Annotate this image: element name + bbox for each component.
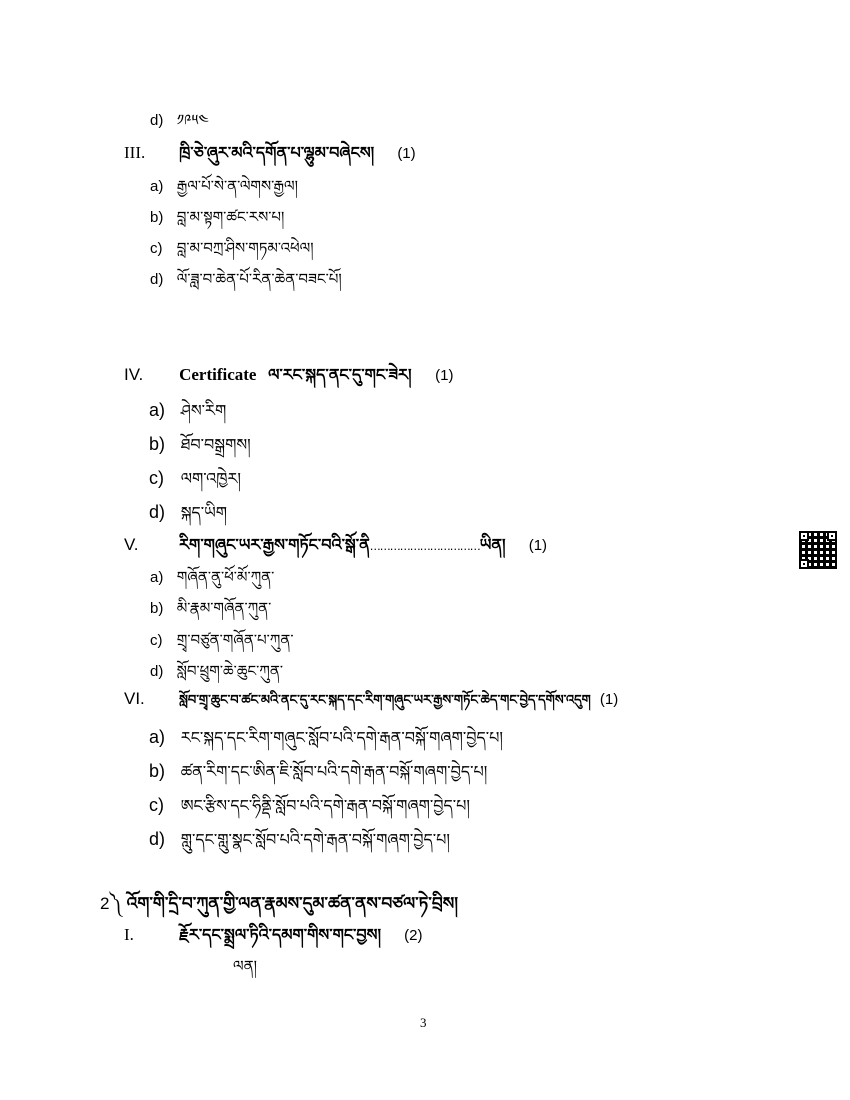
page-number: 3 xyxy=(420,1015,427,1030)
question-number: III. xyxy=(124,143,146,162)
question-text: སློབ་གྲྭ་ཆུང་བ་ཚང་མའི་ནང་དུ་རང་སྐད་དང་རིག་གཞུང་ཡར་རྒྱས་གཏོང་ཆེད་གང་བྱེད་དགོས་འདུག xyxy=(179,693,591,708)
option-text: མི་རྣམ་གཞོན་ཀུན་ xyxy=(176,599,272,617)
option-text: སྐད་ཡིག xyxy=(180,503,228,522)
option-label: d) xyxy=(149,502,166,522)
question-text: ཁྲི་ཅེ་ཞུར་མའི་དགོན་པ་ལྷུམ་བཞེངས། xyxy=(179,143,375,162)
option-text: ལག་འཁྱེར། xyxy=(180,469,241,488)
section-instruction: འོག་གི་དྲི་བ་ཀུན་གྱི་ལན་རྣམས་དུམ་ཚན་ནས་བཙལ་ཏེ་བྲིས། xyxy=(126,894,459,914)
answer-label: ལན། xyxy=(233,957,257,975)
question-tibetan-text: ལ་རང་སྐད་ནང་དུ་གང་ཟེར། xyxy=(268,365,412,384)
question-text xyxy=(179,365,417,384)
option-label: b) xyxy=(150,209,164,226)
option-label: c) xyxy=(149,468,164,488)
option-label: c) xyxy=(149,795,164,815)
option-label: d) xyxy=(150,663,164,680)
blank-dots: …………………………… xyxy=(369,540,480,553)
question-number: V. xyxy=(124,535,139,554)
option-text: རྒྱལ་པོ་སེ་ན་ལེགས་རྒྱལ། xyxy=(176,177,298,195)
option-text: ཤེས་རིག xyxy=(180,401,227,420)
option-text: བླ་མ་སྟག་ཚང་རས་པ། xyxy=(176,208,285,226)
option-text: ཐོབ་བསྒྲགས། xyxy=(180,435,251,454)
question-number: IV. xyxy=(124,365,144,384)
option-label: c) xyxy=(150,240,163,257)
option-text: གྲྭ་བཙུན་གཞོན་པ་ཀུན་ xyxy=(176,631,294,649)
q6-option-d xyxy=(149,822,450,867)
option-label: c) xyxy=(150,632,163,649)
option-label: a) xyxy=(150,178,164,195)
option-label: b) xyxy=(149,761,166,781)
question-marks: (2) xyxy=(404,927,423,944)
option-text: ཚན་རིག་དང་ཨིན་ཇི་སློབ་པའི་དགེ་རྒན་བསྐོ་གཞག་བྱེད་པ། xyxy=(180,762,488,781)
option-text: ༡༩༥༤ xyxy=(176,111,209,129)
option-label: d) xyxy=(149,829,166,849)
option-label: a) xyxy=(149,400,166,420)
option-text: སློབ་ཕྲུག་ཆེ་ཆུང་ཀུན་ xyxy=(176,662,284,680)
section-2-question-1 xyxy=(124,917,422,962)
question-number: I. xyxy=(124,925,134,944)
question-marks: (1) xyxy=(435,367,454,384)
qr-finder-top-left xyxy=(799,531,809,541)
option-text: གཞོན་ནུ་ཕོ་མོ་ཀུན་ xyxy=(176,568,275,586)
q3-option-d xyxy=(150,263,342,305)
question-text: རིག་གཞུང་ཡར་རྒྱས་གཏོང་བའི་སྒོ་ནི xyxy=(179,535,370,554)
option-text: རང་སྐད་དང་རིག་གཞུང་སློབ་པའི་དགེ་རྒན་བསྐོ་གཞག་བྱེད་པ། xyxy=(180,728,503,747)
question-text: རྗོར་དང་སྨྲལ་ཏིའི་དམག་གིས་གང་བྱས། xyxy=(179,925,382,944)
question-marks: (1) xyxy=(397,145,416,162)
option-text: གླུ་དང་གླུ་སྣང་སློབ་པའི་དགེ་རྒན་བསྐོ་གཞག་བྱེད་པ། xyxy=(180,830,450,849)
option-text: ཨང་རྩིས་དང་ཧིནྡི་སློབ་པའི་དགེ་རྒན་བསྐོ་གཞག་བྱེད་པ། xyxy=(180,796,470,815)
question-marks: (1) xyxy=(528,537,548,554)
question-tail: ཡིན། xyxy=(479,535,506,554)
option-text: ལོ་ཟླ་བ་ཆེན་པོ་རིན་ཆེན་བཟང་པོ། xyxy=(176,270,342,288)
option-label: b) xyxy=(149,434,166,454)
question-marks: (1) xyxy=(599,691,619,708)
section-number: 2༽ xyxy=(100,894,122,913)
option-label: a) xyxy=(150,569,164,586)
option-label: d) xyxy=(150,112,164,129)
qr-finder-bottom-left xyxy=(799,559,809,569)
qr-code xyxy=(799,531,837,569)
option-label: b) xyxy=(150,600,164,617)
option-label: a) xyxy=(149,727,166,747)
question-number: VI. xyxy=(124,689,145,708)
option-label: d) xyxy=(150,271,164,288)
question-english-word: Certificate xyxy=(179,365,257,384)
option-text: བླ་མ་བཀྲ་ཤིས་གཏམ་འཕེལ། xyxy=(176,239,314,257)
qr-finder-top-right xyxy=(827,531,837,541)
question-6 xyxy=(124,685,618,722)
